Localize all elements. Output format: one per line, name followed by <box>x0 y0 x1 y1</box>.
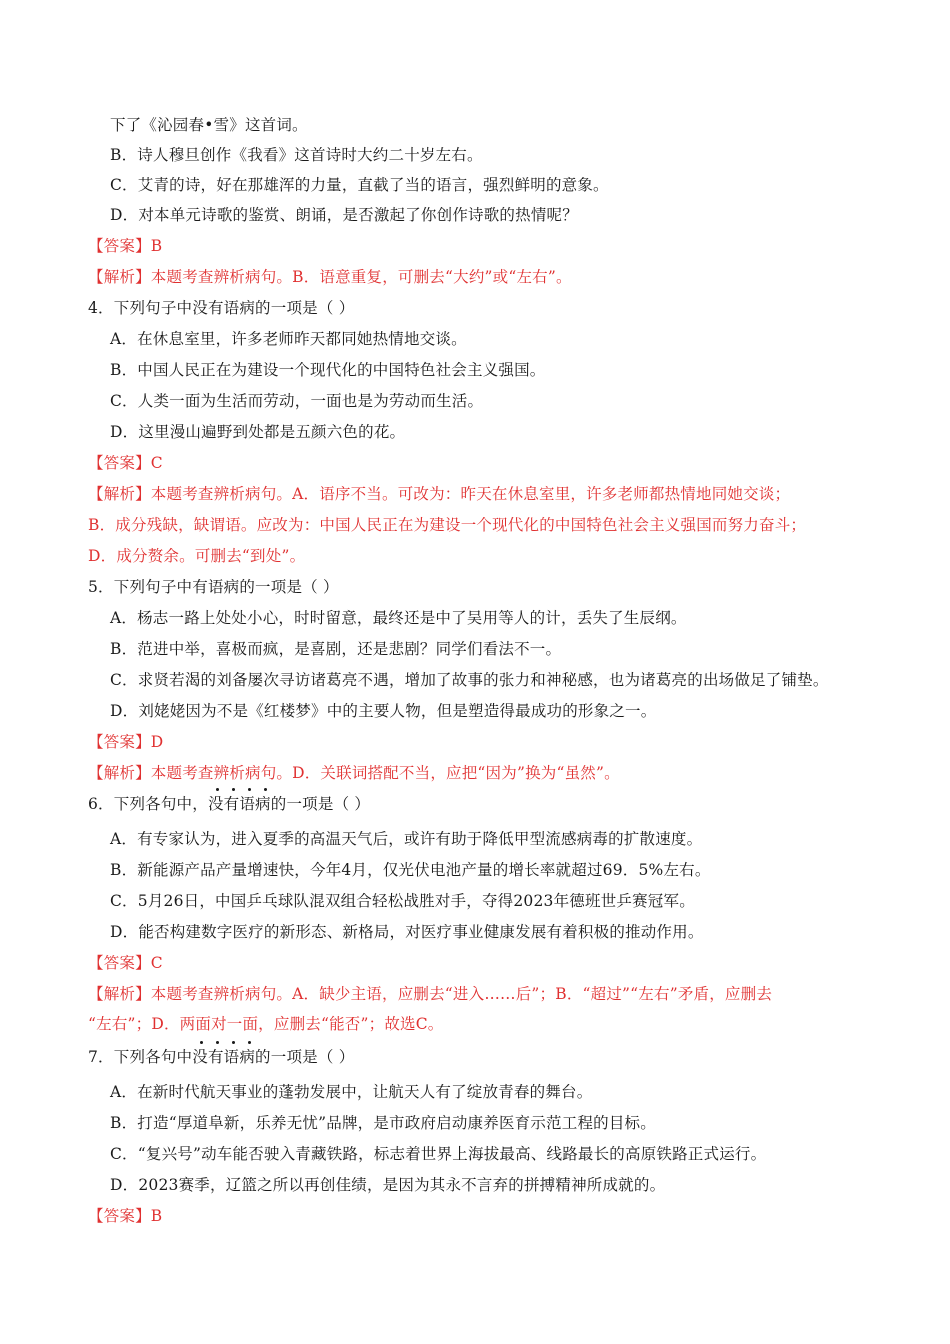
question-3-option-b: B．诗人穆旦创作《我看》这首诗时大约二十岁左右。 <box>110 146 483 164</box>
question-7-option-b: B．打造“厚道阜新，乐养无忧”品牌，是市政府启动康养医育示范工程的目标。 <box>110 1114 656 1132</box>
question-5-option-a: A．杨志一路上处处小心，时时留意，最终还是中了吴用等人的计，丢失了生辰纲。 <box>110 609 687 627</box>
question-6-explanation-line-2: “左右”；D．两面对一面，应删去“能否”；故选C。 <box>88 1015 444 1033</box>
question-3-answer: 【答案】B <box>88 237 163 255</box>
question-4-option-b: B．中国人民正在为建设一个现代化的中国特色社会主义强国。 <box>110 361 546 379</box>
question-5-answer: 【答案】D <box>88 733 164 751</box>
question-6-option-c: C．5月26日，中国乒乓球队混双组合轻松战胜对手，夺得2023年德班世乒赛冠军。 <box>110 892 695 910</box>
question-5-option-b: B．范进中举，喜极而疯，是喜剧，还是悲剧？同学们看法不一。 <box>110 640 562 658</box>
question-3-option-d: D．对本单元诗歌的鉴赏、朗诵，是否激起了你创作诗歌的热情呢？ <box>110 206 578 224</box>
question-3-explanation: 【解析】本题考查辨析病句。B．语意重复，可删去“大约”或“左右”。 <box>88 268 572 286</box>
question-5-explanation: 【解析】本题考查辨析病句。D．关联词搭配不当，应把“因为”换为“虽然”。 <box>88 764 620 782</box>
question-7-option-c: C．“复兴号”动车能否驶入青藏铁路，标志着世界上海拔最高、线路最长的高原铁路正式运行。 <box>110 1145 767 1163</box>
question-6-answer: 【答案】C <box>88 954 163 972</box>
question-6-option-b: B．新能源产品产量增速快，今年4月，仅光伏电池产量的增长率就超过69．5%左右。 <box>110 861 711 879</box>
question-7-option-a: A．在新时代航天事业的蓬勃发展中，让航天人有了绽放青春的舞台。 <box>110 1083 593 1101</box>
question-5-stem: 5．下列句子中有语病的一项是（ ） <box>88 578 339 596</box>
question-4-option-d: D．这里漫山遍野到处都是五颜六色的花。 <box>110 423 406 441</box>
question-4-explanation-line-3: D．成分赘余。可删去“到处”。 <box>88 547 306 565</box>
question-3-stem-continuation: 下了《沁园春•雪》这首词。 <box>110 116 308 134</box>
question-4-option-c: C．人类一面为生活而劳动，一面也是为劳动而生活。 <box>110 392 484 410</box>
question-7-stem: 7．下列各句中没有语病的一项是（ ） <box>88 1048 355 1066</box>
question-5-option-d: D．刘姥姥因为不是《红楼梦》中的主要人物，但是塑造得最成功的形象之一。 <box>110 702 657 720</box>
question-6-stem: 6．下列各句中，没有语病的一项是（ ） <box>88 795 371 813</box>
question-7-option-d: D．2023赛季，辽篮之所以再创佳绩，是因为其永不言弃的拼搏精神所成就的。 <box>110 1176 666 1194</box>
question-3-option-c: C．艾青的诗，好在那雄浑的力量，直截了当的语言，强烈鲜明的意象。 <box>110 176 609 194</box>
question-5-option-c: C．求贤若渴的刘备屡次寻访诸葛亮不遇，增加了故事的张力和神秘感，也为诸葛亮的出场做足了铺垫。 <box>110 671 829 689</box>
question-7-answer: 【答案】B <box>88 1207 163 1225</box>
question-6-option-a: A．有专家认为，进入夏季的高温天气后，或许有助于降低甲型流感病毒的扩散速度。 <box>110 830 703 848</box>
question-4-stem: 4．下列句子中没有语病的一项是（ ） <box>88 299 355 317</box>
question-6-explanation-line-1: 【解析】本题考查辨析病句。A．缺少主语，应删去“进入……后”；B．“超过”“左右”矛盾，应删去 <box>88 985 773 1003</box>
question-4-explanation-line-2: B．成分残缺，缺谓语。应改为：中国人民正在为建设一个现代化的中国特色社会主义强国而努力奋斗； <box>88 516 807 534</box>
question-4-option-a: A．在休息室里，许多老师昨天都同她热情地交谈。 <box>110 330 467 348</box>
question-4-explanation-line-1: 【解析】本题考查辨析病句。A．语序不当。可改为：昨天在休息室里，许多老师都热情地同她交谈； <box>88 485 791 503</box>
question-6-option-d: D．能否构建数字医疗的新形态、新格局，对医疗事业健康发展有着积极的推动作用。 <box>110 923 704 941</box>
question-4-answer: 【答案】C <box>88 454 163 472</box>
